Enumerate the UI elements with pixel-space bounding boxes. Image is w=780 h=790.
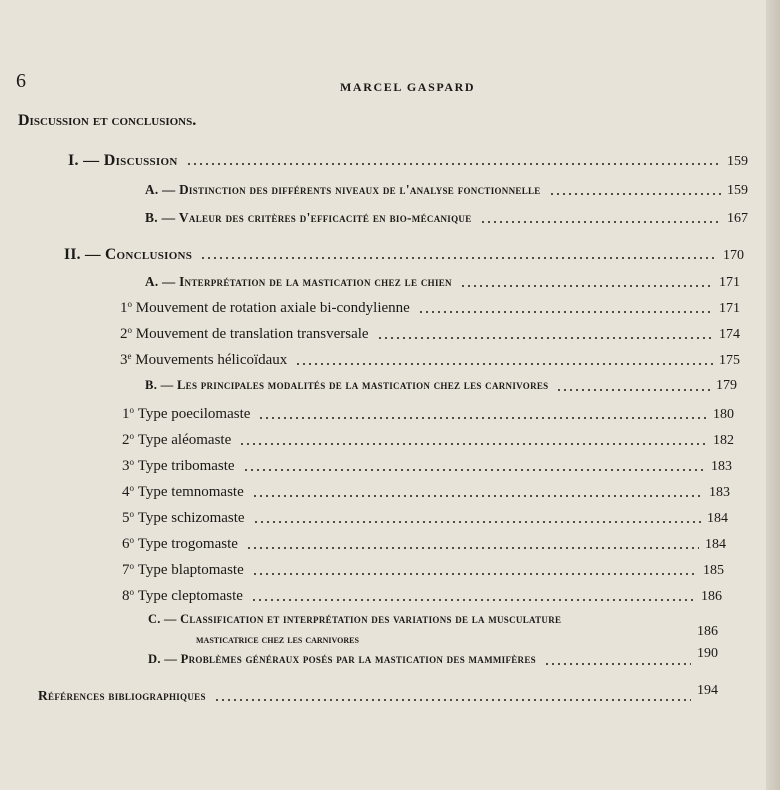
toc-entry-page: 190 [697, 646, 718, 661]
toc-entry-page: 171 [719, 275, 740, 290]
toc-entry-label: Mouvements hélicoïdaux [135, 352, 288, 368]
toc-entry [64, 246, 744, 268]
toc-entry-page: 179 [716, 378, 737, 393]
leader-dots [251, 599, 695, 601]
toc-entry-label: C. — Classification et interprétation des variations de la musculature [148, 612, 562, 626]
toc-entry [122, 536, 726, 558]
toc-entry-page: 171 [719, 301, 740, 316]
toc-entry-label: I. — Discussion [68, 152, 178, 169]
toc-entry-label: B. — Valeur des critères d'efficacité en bio-mécanique [145, 210, 472, 225]
leader-dots [418, 311, 713, 313]
toc-entry-label: Type temnomaste [137, 484, 244, 500]
toc-entry-number: 2$^o$ [120, 325, 132, 342]
leader-dots [549, 193, 721, 195]
toc-entry-label: Type cleptomaste [137, 588, 243, 604]
toc-entry-label: Références bibliographiques [38, 688, 206, 703]
toc-entry-label-continued: masticatrice chez les carnivores [196, 632, 359, 646]
toc-entry-page: 159 [727, 183, 748, 198]
leader-dots [460, 285, 713, 287]
leader-dots [377, 337, 713, 339]
toc-entry [122, 588, 722, 610]
leader-dots [252, 573, 697, 575]
leader-dots [239, 443, 707, 445]
toc-entry-number: 3e [120, 351, 132, 368]
toc-entry [120, 300, 740, 322]
toc-entry-page: 185 [703, 563, 724, 578]
toc-entry-label: Type schizomaste [137, 510, 245, 526]
leader-dots [214, 699, 691, 701]
toc-entry [145, 274, 740, 296]
leader-dots [252, 495, 703, 497]
toc-entry [145, 378, 737, 400]
toc-entry [145, 210, 748, 232]
toc-entry-number: 5$^o$ [122, 509, 134, 526]
toc-entry-page: 183 [709, 485, 730, 500]
toc-entry-page: 186 [701, 589, 722, 604]
toc-entry-label: Type poecilomaste [137, 406, 251, 422]
toc-entry-page: 170 [723, 248, 744, 263]
toc-entry [120, 352, 740, 374]
toc-entry-number: 2$^o$ [122, 431, 134, 448]
toc-entry-label: A. — Interprétation de la mastication chez le chien [145, 274, 452, 289]
toc-entry-page: 174 [719, 327, 740, 342]
toc-entry-page: 183 [711, 459, 732, 474]
toc-entry-page: 194 [697, 683, 718, 698]
page-edge [766, 0, 780, 790]
toc-entry-label: A. — Distinction des différents niveaux de l'analyse fonctionnelle [145, 182, 541, 197]
toc-entry [145, 182, 748, 204]
toc-entry [122, 562, 724, 584]
toc-entry-label: Type tribomaste [137, 458, 235, 474]
toc-entry [122, 406, 734, 428]
toc-entry-page: 186 [697, 624, 718, 639]
leader-dots [200, 257, 717, 259]
toc-entry-number: 6$^o$ [122, 535, 134, 552]
toc-entry-page: 184 [707, 511, 728, 526]
toc-entry [38, 683, 718, 710]
toc-entry-number: 3$^o$ [122, 457, 134, 474]
toc-entry-number: 1$^o$ [122, 405, 134, 422]
toc-entry [122, 510, 728, 532]
leader-dots [480, 221, 722, 223]
leader-dots [295, 363, 713, 365]
toc-entry-number: 7$^o$ [122, 561, 134, 578]
leader-dots [556, 389, 710, 391]
toc-entry [68, 152, 748, 174]
toc-entry-label: Type trogomaste [137, 536, 238, 552]
toc-entry-number: 8$^o$ [122, 587, 134, 604]
toc-entry [122, 432, 734, 454]
toc-entry-label: D. — Problèmes généraux posés par la mastication des mammifères [148, 652, 536, 666]
toc-entry-page: 175 [719, 353, 740, 368]
toc-entry-label: Mouvement de translation transversale [135, 326, 369, 342]
leader-dots [544, 663, 691, 665]
toc-entry-page: 184 [705, 537, 726, 552]
toc-entry-page: 159 [727, 154, 748, 169]
leader-dots [186, 163, 721, 165]
toc-entry-page: 180 [713, 407, 734, 422]
leader-dots [243, 469, 705, 471]
toc-entry-number: 4$^o$ [122, 483, 134, 500]
toc-entry-page: 182 [713, 433, 734, 448]
toc-entry-label: Type aléomaste [137, 432, 232, 448]
toc-entry [122, 484, 730, 506]
toc-entry-label: Type blaptomaste [137, 562, 244, 578]
page-number: 6 [16, 70, 26, 92]
toc-entry-label: B. — Les principales modalités de la mastication chez les carnivores [145, 378, 549, 392]
toc-entry [120, 326, 740, 348]
leader-dots [246, 547, 699, 549]
toc-entry-page: 167 [727, 211, 748, 226]
leader-dots [258, 417, 707, 419]
toc-entry-label: Mouvement de rotation axiale bi-condylienne [135, 300, 410, 316]
leader-dots [253, 521, 701, 523]
section-title: Discussion et conclusions. [18, 112, 197, 129]
toc-entry-number: 1$^o$ [120, 299, 132, 316]
running-head: MARCEL GASPARD [340, 80, 476, 94]
toc-entry-label: II. — Conclusions [64, 246, 193, 263]
toc-entry [148, 646, 718, 674]
toc-entry [122, 458, 732, 480]
